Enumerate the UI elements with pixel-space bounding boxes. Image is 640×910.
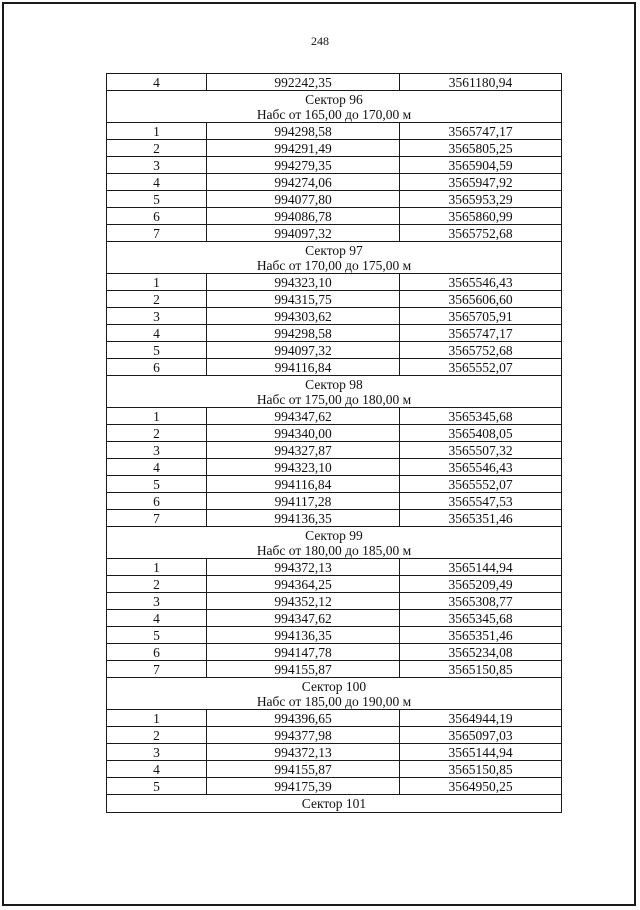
y-coordinate-cell: 3565144,94 — [400, 744, 562, 761]
x-coordinate-cell: 994396,65 — [207, 710, 400, 727]
table-row — [107, 778, 562, 795]
table-row — [107, 174, 562, 191]
x-coordinate-cell: 994372,13 — [207, 744, 400, 761]
y-coordinate-cell: 3565546,43 — [400, 459, 562, 476]
sector-header-cell — [107, 678, 562, 710]
y-coordinate-cell: 3565953,29 — [400, 191, 562, 208]
table-row — [107, 576, 562, 593]
x-coordinate-cell: 994298,58 — [207, 325, 400, 342]
point-number-cell: 7 — [107, 510, 207, 527]
y-coordinate-cell: 3565752,68 — [400, 225, 562, 242]
y-coordinate-cell: 3565805,25 — [400, 140, 562, 157]
point-number-cell: 2 — [107, 140, 207, 157]
table-row — [107, 744, 562, 761]
x-coordinate-cell: 994086,78 — [207, 208, 400, 225]
x-coordinate-cell: 994291,49 — [207, 140, 400, 157]
table-row — [107, 274, 562, 291]
point-number-cell: 7 — [107, 661, 207, 678]
point-number-cell: 7 — [107, 225, 207, 242]
point-number-cell: 2 — [107, 576, 207, 593]
point-number-cell: 3 — [107, 157, 207, 174]
y-coordinate-cell: 3565234,08 — [400, 644, 562, 661]
x-coordinate-cell: 994097,32 — [207, 342, 400, 359]
point-number-cell: 2 — [107, 727, 207, 744]
point-number-cell: 5 — [107, 476, 207, 493]
page-number: 248 — [311, 34, 329, 48]
table-row — [107, 225, 562, 242]
y-coordinate-cell: 3565209,49 — [400, 576, 562, 593]
point-number-cell: 1 — [107, 123, 207, 140]
point-number-cell: 6 — [107, 208, 207, 225]
table-row — [107, 593, 562, 610]
y-coordinate-cell: 3565546,43 — [400, 274, 562, 291]
point-number-cell: 3 — [107, 308, 207, 325]
x-coordinate-cell: 992242,35 — [207, 74, 400, 91]
point-number-cell: 5 — [107, 627, 207, 644]
table-row — [107, 761, 562, 778]
y-coordinate-cell: 3565606,60 — [400, 291, 562, 308]
table-row — [107, 408, 562, 425]
table-row — [107, 459, 562, 476]
x-coordinate-cell: 994116,84 — [207, 476, 400, 493]
y-coordinate-cell: 3565097,03 — [400, 727, 562, 744]
point-number-cell: 4 — [107, 74, 207, 91]
sector-header-row — [107, 678, 562, 710]
sector-header-row — [107, 795, 562, 813]
sector-title: Сектор 96 — [305, 91, 363, 107]
y-coordinate-cell: 3565552,07 — [400, 476, 562, 493]
sector-height-range: Набс от 165,00 до 170,00 м — [256, 106, 412, 122]
y-coordinate-cell: 3565308,77 — [400, 593, 562, 610]
x-coordinate-cell: 994347,62 — [207, 610, 400, 627]
table-row — [107, 140, 562, 157]
point-number-cell: 1 — [107, 559, 207, 576]
x-coordinate-cell: 994116,84 — [207, 359, 400, 376]
table-row — [107, 644, 562, 661]
y-coordinate-cell: 3565752,68 — [400, 342, 562, 359]
x-coordinate-cell: 994340,00 — [207, 425, 400, 442]
point-number-cell: 6 — [107, 644, 207, 661]
point-number-cell: 5 — [107, 342, 207, 359]
table-row — [107, 208, 562, 225]
sector-header-row — [107, 376, 562, 408]
point-number-cell: 4 — [107, 459, 207, 476]
y-coordinate-cell: 3565552,07 — [400, 359, 562, 376]
x-coordinate-cell: 994147,78 — [207, 644, 400, 661]
y-coordinate-cell: 3565345,68 — [400, 610, 562, 627]
y-coordinate-cell: 3565747,17 — [400, 123, 562, 140]
point-number-cell: 4 — [107, 325, 207, 342]
table-row — [107, 510, 562, 527]
x-coordinate-cell: 994155,87 — [207, 761, 400, 778]
point-number-cell: 1 — [107, 710, 207, 727]
y-coordinate-cell: 3565904,59 — [400, 157, 562, 174]
x-coordinate-cell: 994175,39 — [207, 778, 400, 795]
point-number-cell: 4 — [107, 610, 207, 627]
x-coordinate-cell: 994323,10 — [207, 459, 400, 476]
table-row — [107, 727, 562, 744]
y-coordinate-cell: 3565408,05 — [400, 425, 562, 442]
x-coordinate-cell: 994323,10 — [207, 274, 400, 291]
y-coordinate-cell: 3561180,94 — [400, 74, 562, 91]
table-row — [107, 493, 562, 510]
y-coordinate-cell: 3565351,46 — [400, 627, 562, 644]
x-coordinate-cell: 994279,35 — [207, 157, 400, 174]
table-row — [107, 442, 562, 459]
point-number-cell: 2 — [107, 291, 207, 308]
table-row — [107, 610, 562, 627]
y-coordinate-cell: 3565150,85 — [400, 761, 562, 778]
point-number-cell: 3 — [107, 593, 207, 610]
x-coordinate-cell: 994327,87 — [207, 442, 400, 459]
sector-height-range: Набс от 175,00 до 180,00 м — [256, 391, 412, 407]
coordinates-table — [106, 73, 562, 813]
sector-title: Сектор 97 — [305, 242, 363, 258]
x-coordinate-cell: 994377,98 — [207, 727, 400, 744]
table-row — [107, 157, 562, 174]
x-coordinate-cell: 994298,58 — [207, 123, 400, 140]
table-row — [107, 291, 562, 308]
y-coordinate-cell: 3565150,85 — [400, 661, 562, 678]
y-coordinate-cell: 3565507,32 — [400, 442, 562, 459]
point-number-cell: 6 — [107, 359, 207, 376]
table-row — [107, 123, 562, 140]
table-row — [107, 342, 562, 359]
y-coordinate-cell: 3564944,19 — [400, 710, 562, 727]
x-coordinate-cell: 994077,80 — [207, 191, 400, 208]
sector-header-cell — [107, 376, 562, 408]
table-row — [107, 661, 562, 678]
x-coordinate-cell: 994303,62 — [207, 308, 400, 325]
y-coordinate-cell: 3565345,68 — [400, 408, 562, 425]
sector-title: Сектор 101 — [107, 795, 562, 813]
x-coordinate-cell: 994372,13 — [207, 559, 400, 576]
table-row — [107, 191, 562, 208]
point-number-cell: 2 — [107, 425, 207, 442]
table-row — [107, 308, 562, 325]
point-number-cell: 1 — [107, 408, 207, 425]
x-coordinate-cell: 994117,28 — [207, 493, 400, 510]
point-number-cell: 5 — [107, 778, 207, 795]
sector-title: Сектор 100 — [301, 678, 367, 694]
point-number-cell: 6 — [107, 493, 207, 510]
table-row — [107, 359, 562, 376]
sector-height-range: Набс от 170,00 до 175,00 м — [256, 257, 412, 273]
sector-header-row — [107, 527, 562, 559]
table-row — [107, 710, 562, 727]
x-coordinate-cell: 994315,75 — [207, 291, 400, 308]
y-coordinate-cell: 3565860,99 — [400, 208, 562, 225]
y-coordinate-cell: 3564950,25 — [400, 778, 562, 795]
y-coordinate-cell: 3565547,53 — [400, 493, 562, 510]
table-row — [107, 627, 562, 644]
y-coordinate-cell: 3565947,92 — [400, 174, 562, 191]
sector-header-row — [107, 242, 562, 274]
table-row — [107, 325, 562, 342]
table-row — [107, 559, 562, 576]
point-number-cell: 4 — [107, 174, 207, 191]
sector-height-range: Набс от 180,00 до 185,00 м — [256, 542, 412, 558]
sector-header-row — [107, 91, 562, 123]
sector-title: Сектор 98 — [305, 376, 363, 392]
y-coordinate-cell: 3565747,17 — [400, 325, 562, 342]
sector-header-cell — [107, 527, 562, 559]
x-coordinate-cell: 994155,87 — [207, 661, 400, 678]
point-number-cell: 3 — [107, 442, 207, 459]
table-row — [107, 425, 562, 442]
x-coordinate-cell: 994347,62 — [207, 408, 400, 425]
point-number-cell: 5 — [107, 191, 207, 208]
x-coordinate-cell: 994352,12 — [207, 593, 400, 610]
x-coordinate-cell: 994136,35 — [207, 510, 400, 527]
sector-title: Сектор 99 — [305, 527, 363, 543]
sector-header-cell — [107, 242, 562, 274]
y-coordinate-cell: 3565705,91 — [400, 308, 562, 325]
point-number-cell: 1 — [107, 274, 207, 291]
point-number-cell: 3 — [107, 744, 207, 761]
table-row — [107, 74, 562, 91]
table-row — [107, 476, 562, 493]
y-coordinate-cell: 3565144,94 — [400, 559, 562, 576]
point-number-cell: 4 — [107, 761, 207, 778]
sector-header-cell — [107, 91, 562, 123]
coordinates-table-body — [107, 74, 562, 813]
x-coordinate-cell: 994097,32 — [207, 225, 400, 242]
sector-height-range: Набс от 185,00 до 190,00 м — [256, 693, 412, 709]
x-coordinate-cell: 994136,35 — [207, 627, 400, 644]
x-coordinate-cell: 994274,06 — [207, 174, 400, 191]
y-coordinate-cell: 3565351,46 — [400, 510, 562, 527]
x-coordinate-cell: 994364,25 — [207, 576, 400, 593]
